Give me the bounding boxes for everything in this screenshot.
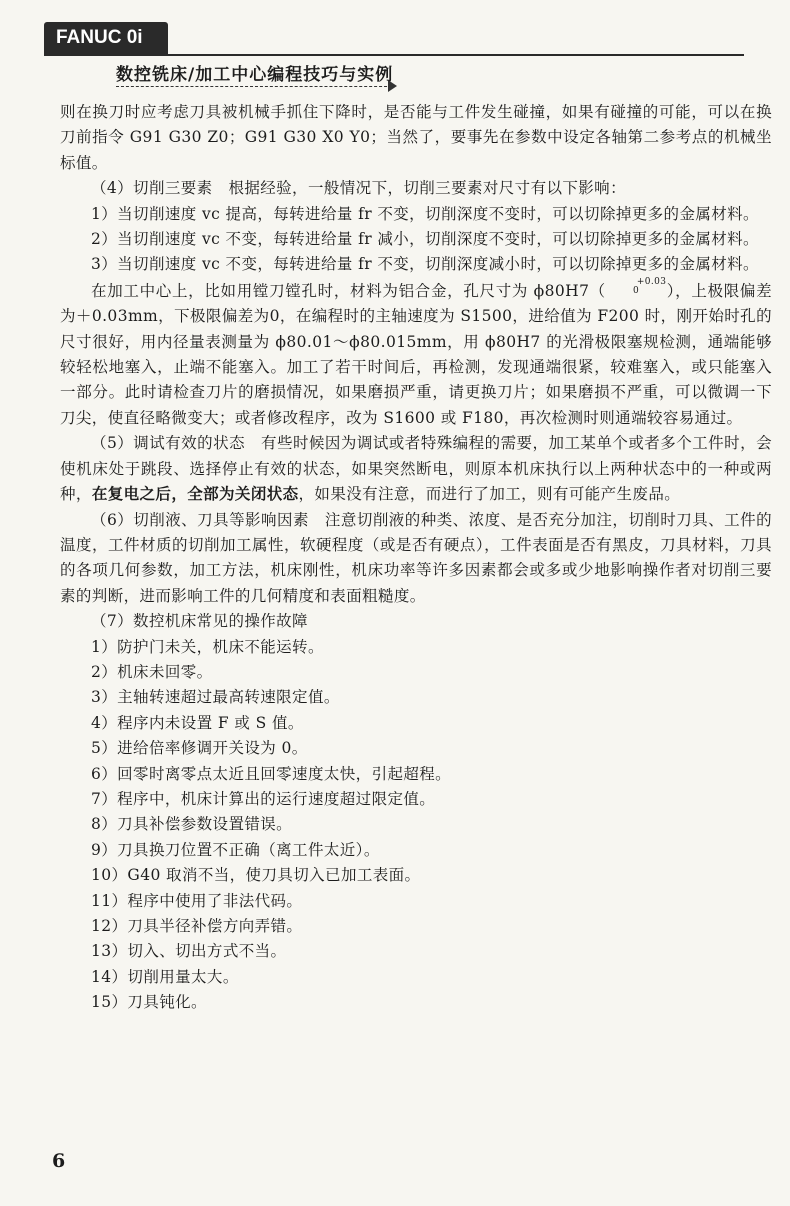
list-item: 2）当切削速度 vc 不变，每转进给量 fr 减小，切削深度不变时，可以切除掉更多的金属材料。 [91, 230, 759, 249]
tolerance-stack [606, 278, 667, 296]
list-item: 12）刀具半径补偿方向弄错。 [91, 917, 303, 935]
list-item: 4）程序内未设置 F 或 S 值。 [91, 713, 304, 732]
intro-paragraph: 则在换刀时应考虑刀具被机械手抓住下降时，是否能与工件发生碰撞，如果有碰撞的可能，可以在换刀前指令 G91 G30 Z0；G91 G30 X0 Y0；当然了，要事先在参数中设定各轴第二参考点的机械坐标值。 [60, 103, 772, 172]
section-4-list [60, 202, 772, 278]
list-item: 9）刀具换刀位置不正确（离工件太近）。 [91, 840, 380, 859]
tolerance-lower: 0 [633, 285, 640, 296]
list-item: 5）进给倍率修调开关设为 0。 [91, 739, 308, 758]
page-header [0, 0, 790, 100]
list-item: 2）机床未回零。 [91, 662, 213, 681]
section-4-heading: （4）切削三要素 根据经验，一般情况下，切削三要素对尺寸有以下影响： [91, 179, 626, 198]
list-item: 1）当切削速度 vc 提高，每转进给量 fr 不变，切削深度不变时，可以切除掉更多的金属材料。 [91, 204, 759, 223]
section-7-heading: （7）数控机床常见的操作故障 [91, 612, 308, 631]
section-7-list [60, 635, 772, 1016]
list-item: 6）回零时离零点太近且回零速度太快，引起超程。 [91, 764, 452, 783]
tolerance-upper: +0.03 [636, 276, 667, 287]
list-item: 14）切削用量太大。 [91, 967, 239, 986]
list-item: 11）程序中使用了非法代码。 [91, 891, 303, 910]
page-number: 6 [52, 1150, 66, 1172]
list-item: 13）切入、切出方式不当。 [91, 942, 287, 961]
example-text-b: ），上极限偏差为＋0.03mm，下极限偏差为0，在编程时的主轴速度为 S1500，进给值为 F200 时，刚开始时孔的尺寸很好，用内径量表测量为 ϕ80.01～ϕ80.015mm，用 ϕ80H7 的光滑极限塞规检测，通端能够较轻松地塞入，止端不能塞入。加工了若干时间后，再检测，发现通端很紧，较难塞入，或只能塞入一部分。此时请检查刀片的磨损情况，如果磨损严重，请更换刀片；如果磨损不严重，可以微调一下刀尖，使直径略微变大；或者修改程序，改为 S1600 或 F180，再次检测时则通端较容易通过。 [60, 281, 772, 427]
brand-label: FANUC 0i [44, 22, 168, 54]
list-item: 1）防护门未关，机床不能运转。 [91, 637, 324, 656]
list-item: 3）当切削速度 vc 不变，每转进给量 fr 不变，切削深度减小时，可以切除掉更多的金属材料。 [91, 255, 759, 274]
list-item: 15）刀具钝化。 [91, 993, 207, 1012]
example-text-a: 在加工中心上，比如用镗刀镗孔时，材料为铝合金，孔尺寸为 ϕ80H7（ [91, 281, 606, 300]
section-5-emphasis: 在复电之后，全部为关闭状态 [91, 485, 299, 504]
section-5-text-b: ，如果没有注意，而进行了加工，则有可能产生废品。 [298, 485, 681, 504]
header-rule [44, 54, 744, 56]
example-paragraph [60, 278, 772, 431]
section-6-paragraph: （6）切削液、刀具等影响因素 注意切削液的种类、浓度、是否充分加注，切削时刀具、工件的温度，工件材质的切削加工属性，软硬程度（或是否有硬点），工件表面是否有黑皮，刀具材料，刀具的各项几何参数，加工方法，机床刚性，机床功率等许多因素都会或多或少地影响操作者对切削三要素的判断，进而影响工件的几何精度和表面粗糙度。 [60, 510, 772, 605]
arrow-icon [388, 80, 397, 92]
section-5-text-a: （5）调试有效的状态 有些时候因为调试或者特殊编程的需要，加工某单个或者多个工件时，会使机床处于跳段、选择停止有效的状态，如果突然断电，则原本机床执行以上两种状态中的一种或两种， [60, 434, 772, 504]
title-dashed-rule [116, 86, 392, 87]
book-title: 数控铣床/加工中心编程技巧与实例 [116, 65, 394, 85]
section-5-paragraph [60, 431, 772, 507]
list-item: 10）G40 取消不当，使刀具切入已加工表面。 [91, 866, 421, 885]
page-body [60, 100, 772, 1016]
list-item: 7）程序中，机床计算出的运行速度超过限定值。 [91, 789, 436, 808]
list-item: 8）刀具补偿参数设置错误。 [91, 815, 293, 834]
list-item: 3）主轴转速超过最高转速限定值。 [91, 688, 340, 707]
